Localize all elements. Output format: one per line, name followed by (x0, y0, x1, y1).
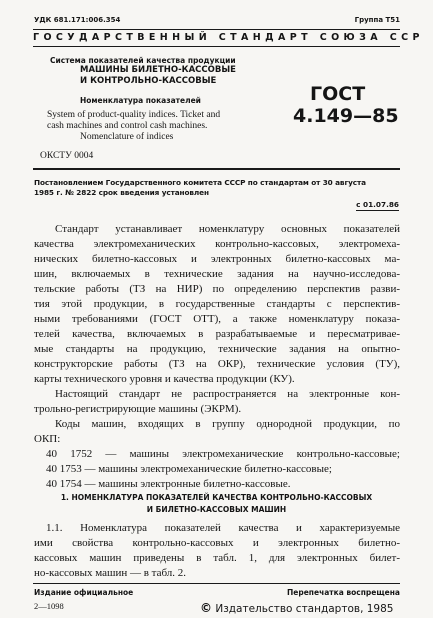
decree-line-2: 1985 г. № 2822 срок введения установлен (34, 188, 209, 197)
p1-line-2: качества электромеханических контрольно-кассовых, электромеха- (34, 238, 400, 250)
p1-line-11: карты технического уровня и качества продукции (КУ). (34, 373, 295, 385)
code-line-1753: 40 1753 — машины электромеханические билетно-кассовые; (46, 463, 332, 475)
section-title (33, 492, 400, 516)
standard-subtitle: Номенклатура показателей (80, 96, 201, 105)
decree (34, 178, 400, 198)
p2-line-2: трольно-регистрирующие машины (ЭКРМ). (34, 403, 242, 415)
banner-rule (33, 46, 400, 47)
p1-line-8: телей качества, включаемых в разрабатываемые и пересматривае- (34, 328, 400, 340)
standard-title (80, 65, 236, 87)
section-rule (33, 168, 400, 170)
title-line-2: И КОНТРОЛЬНО-КАССОВЫЕ (80, 76, 217, 86)
english-title-line-3: Nomenclature of indices (80, 132, 174, 142)
gost-label: ГОСТ (310, 83, 366, 105)
section-title-line-2: И БИЛЕТНО-КАССОВЫХ МАШИН (146, 505, 287, 514)
p1-line-6: тия этой продукции, в государственные стандарты с перспектив- (34, 298, 400, 310)
p4-line-4: но-кассовых машин — в табл. 2. (34, 567, 187, 579)
p1-line-7: ными требованиями (ГОСТ ОТТ), а также номенклатуру показа- (34, 313, 400, 325)
print-code: 2—1098 (34, 601, 64, 611)
group-code: Группа Т51 (354, 16, 400, 24)
official-edition: Издание официальное (34, 588, 134, 597)
p4-line-2: ими свойства контрольно-кассовых и электронных билетно- (34, 537, 400, 549)
top-rule (33, 29, 400, 30)
p1-line-3: нических билетно-кассовых и электронных билетно-кассовых ма- (34, 253, 400, 265)
publisher: Издательство стандартов, 1985 (215, 603, 394, 615)
p1-line-5: тельские работы (ТЗ на НИР) по определению перспектив разви- (34, 283, 400, 295)
code-line-1754: 40 1754 — машины электронные билетно-кассовые. (46, 478, 291, 490)
p1-line-1: Стандарт устанавливает номенклатуру основных показателей (55, 223, 400, 235)
standard-banner: ГОСУДАРСТВЕННЫЙ СТАНДАРТ СОЮЗА ССР (33, 32, 424, 43)
p4-line-3: кассовых машин приведены в табл. 1, для электронных билет- (34, 552, 400, 564)
copyright-icon: © (200, 601, 212, 615)
p3-line-2: ОКП: (34, 433, 61, 445)
title-line-1: МАШИНЫ БИЛЕТНО-КАССОВЫЕ (80, 65, 236, 75)
english-title-line-1: System of product-quality indices. Ticket and (47, 110, 221, 120)
series-line: Система показателей качества продукции (50, 56, 236, 65)
body-text (34, 222, 400, 492)
reprint-notice: Перепечатка воспрещена (286, 588, 400, 597)
udk-code: УДК 681.171:006.354 (34, 16, 121, 24)
decree-line-1: Постановлением Государственного комитета СССР по стандартам от 30 августа (34, 178, 366, 187)
p1-line-9: мые стандарты на продукцию, технические задания на опытно- (34, 343, 400, 355)
effective-date: с 01.07.86 (356, 200, 399, 209)
p2-line-1: Настоящий стандарт не распространяется на электронные кон- (55, 388, 400, 400)
okstu-code: ОКСТУ 0004 (40, 151, 94, 161)
gost-number: 4.149—85 (293, 105, 399, 127)
p4-line-1: 1.1. Номенклатура показателей качества и характеризуемые (46, 522, 400, 534)
section-title-line-1: 1. НОМЕНКЛАТУРА ПОКАЗАТЕЛЕЙ КАЧЕСТВА КОНТРОЛЬНО-КАССОВЫХ (60, 493, 373, 502)
code-line-1752: 40 1752 — машины электромеханические контрольно-кассовые; (46, 448, 400, 460)
english-title (47, 110, 220, 143)
p1-line-4: шин, включаемых в технические задания на научно-исследова- (34, 268, 400, 280)
p3-line-1: Коды машин, входящих в группу однородной продукции, по (55, 418, 400, 430)
english-title-line-2: cash machines and control cash machines. (47, 121, 208, 131)
publisher-line (200, 601, 393, 615)
p1-line-10: конструкторские работы (ТЗ на ОКР), технические условия (ТУ), (34, 358, 400, 370)
section-text (34, 521, 400, 581)
footer-rule (33, 583, 400, 584)
